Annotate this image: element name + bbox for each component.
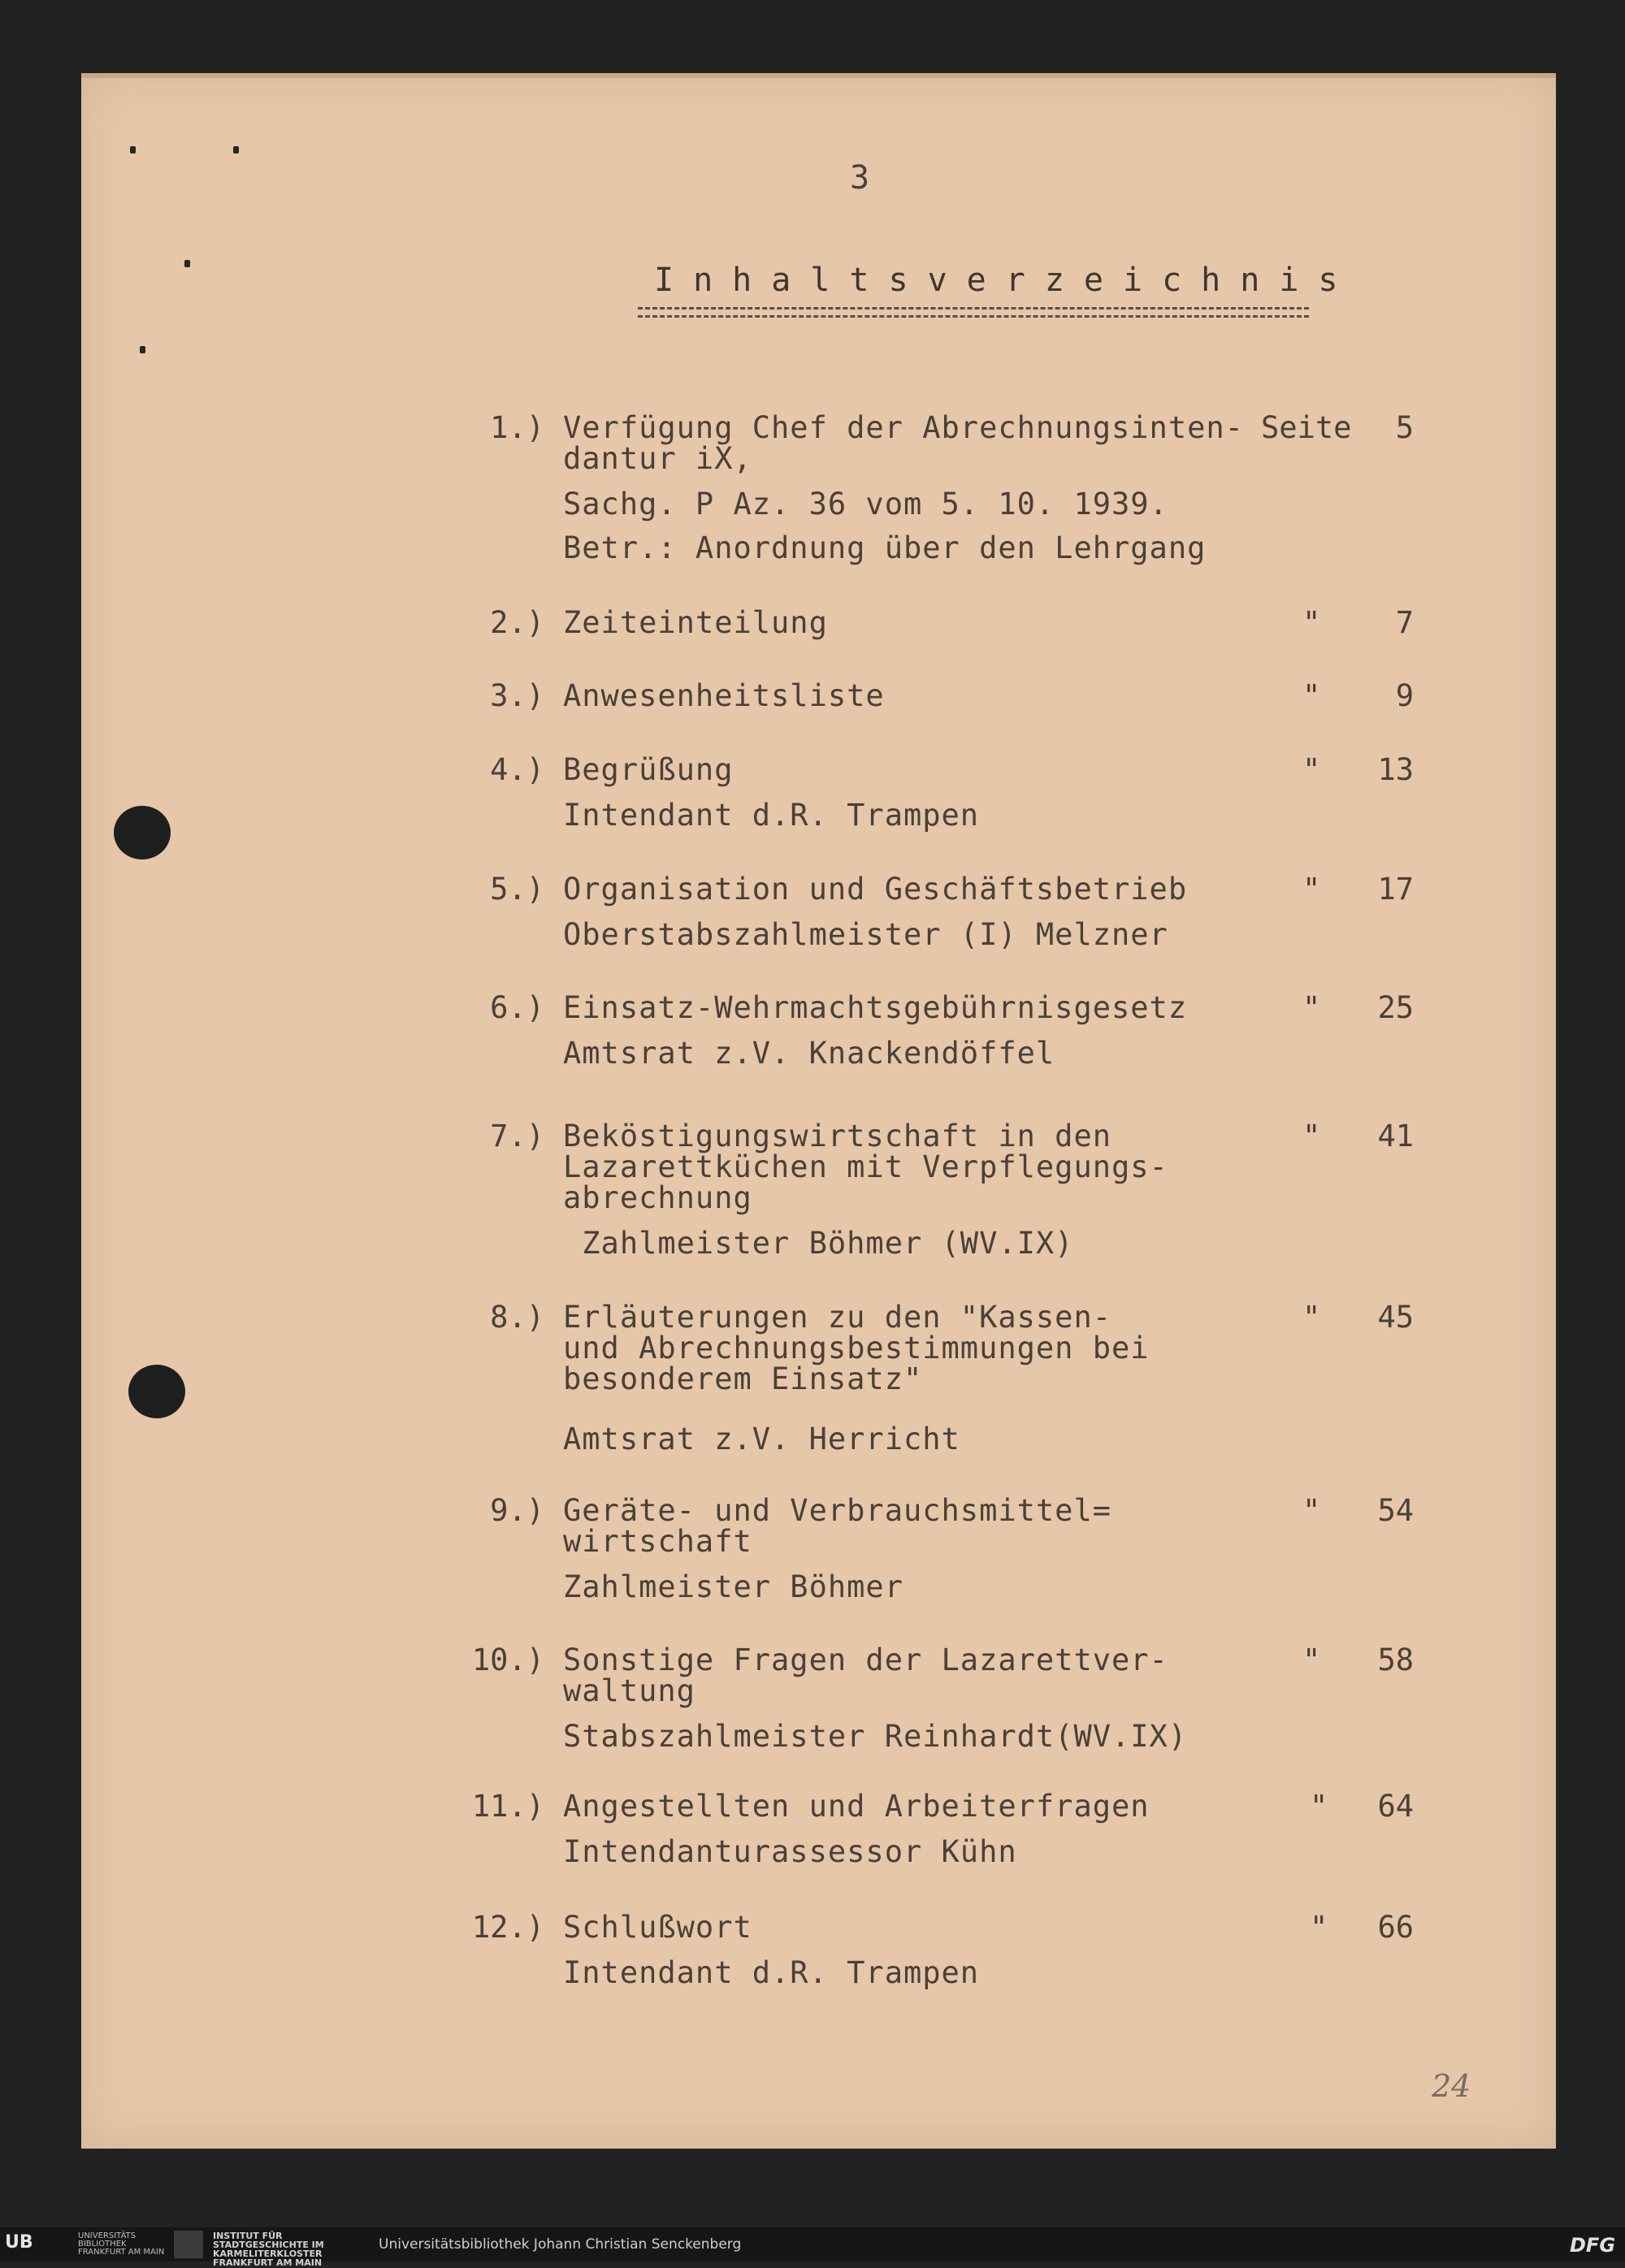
entry-page-number: 7 [1395,605,1414,640]
footer-bar [0,2227,1625,2268]
entry-page-number: 64 [1377,1789,1414,1824]
paper-speck [233,146,239,154]
entry-title-line: Anwesenheitsliste [563,678,885,713]
entry-number: 11.) [471,1789,544,1824]
entry-page-number: 9 [1395,678,1414,713]
entry-number: 8.) [490,1300,544,1335]
entry-page-mark: " [1302,1493,1321,1528]
institute-logo-text: INSTITUT FÜR STADTGESCHICHTE IM KARMELITERKLOSTER FRANKFURT AM MAIN [213,2231,324,2268]
entry-title-line: besonderem Einsatz" [563,1361,923,1396]
handwritten-folio-number: 24 [1432,2068,1471,2104]
entry-page-number: 25 [1377,990,1414,1025]
entry-page-number: 45 [1377,1300,1414,1335]
entry-title-line: Verfügung Chef der Abrechnungsinten- [563,410,1244,445]
entry-detail-line: Amtsrat z.V. Herricht [563,1422,960,1456]
entry-page-mark: " [1310,1789,1328,1824]
institute-logo-icon [174,2231,203,2258]
page-number: 3 [850,159,870,197]
paper-speck [140,346,145,353]
entry-number: 3.) [490,678,544,713]
entry-detail-line: Zahlmeister Böhmer (WV.IX) [563,1226,1074,1261]
entry-number: 7.) [490,1119,544,1153]
entry-title-line: Sonstige Fragen der Lazarettver- [563,1643,1168,1677]
entry-detail-line: Zahlmeister Böhmer [563,1569,904,1604]
entry-detail-line: Oberstabszahlmeister (I) Melzner [563,917,1168,952]
entry-title-line: Beköstigungswirtschaft in den [563,1119,1112,1153]
entry-title-line: Lazarettküchen mit Verpflegungs- [563,1149,1168,1184]
library-name: Universitätsbibliothek Johann Christian Senckenberg [379,2236,742,2253]
entry-page-number: 58 [1377,1643,1414,1677]
entry-page-number: 17 [1377,872,1414,907]
entry-page-mark: " [1302,1643,1321,1677]
entry-title-line: wirtschaft [563,1524,752,1559]
entry-title-line: Einsatz-Wehrmachtsgebührnisgesetz [563,990,1188,1025]
title-underline [638,307,1309,318]
entry-detail-line: Betr.: Anordnung über den Lehrgang [563,530,1207,565]
entry-number: 9.) [490,1493,544,1528]
dfg-logo: DFG [1570,2234,1616,2257]
paper-top-edge [81,73,1556,78]
entry-page-mark: " [1302,872,1321,907]
entry-number: 12.) [471,1910,544,1945]
entry-number: 5.) [490,872,544,907]
entry-page-mark: Seite [1261,410,1352,445]
entry-page-number: 54 [1377,1493,1414,1528]
entry-title-line: Erläuterungen zu den "Kassen- [563,1300,1112,1335]
entry-title-line: dantur iX, [563,441,752,476]
ub-logo: UB [5,2232,33,2253]
entry-page-mark: " [1310,1910,1328,1945]
entry-title-line: waltung [563,1673,696,1708]
entry-page-mark: " [1302,990,1321,1025]
entry-title-line: Geräte- und Verbrauchsmittel= [563,1493,1112,1528]
entry-number: 1.) [490,410,544,445]
entry-title-line: Zeiteinteilung [563,605,828,640]
ub-logo-text: UNIVERSITÄTS BIBLIOTHEK FRANKFURT AM MAIN [78,2231,165,2257]
entry-detail-line: Intendant d.R. Trampen [563,798,980,833]
entry-page-mark: " [1302,678,1321,713]
entry-number: 2.) [490,605,544,640]
entry-detail-line: Intendanturassessor Kühn [563,1834,1017,1869]
entry-title-line: Angestellten und Arbeiterfragen [563,1789,1150,1824]
entry-page-number: 13 [1377,752,1414,787]
entry-page-mark: " [1302,605,1321,640]
entry-title-line: Organisation und Geschäftsbetrieb [563,872,1188,907]
punch-hole-bottom [128,1365,185,1418]
entry-page-number: 66 [1377,1910,1414,1945]
entry-page-mark: " [1302,1119,1321,1153]
entry-page-mark: " [1302,1300,1321,1335]
entry-detail-line: Sachg. P Az. 36 vom 5. 10. 1939. [563,487,1168,522]
entry-title-line: und Abrechnungsbestimmungen bei [563,1331,1150,1366]
entry-title-line: abrechnung [563,1180,752,1215]
paper-speck [184,260,190,267]
entry-page-mark: " [1302,752,1321,787]
entry-page-number: 5 [1395,410,1414,445]
entry-number: 4.) [490,752,544,787]
entry-title-line: Begrüßung [563,752,734,787]
entry-number: 10.) [471,1643,544,1677]
entry-title-line: Schlußwort [563,1910,752,1945]
punch-hole-top [114,806,171,859]
page-title: Inhaltsverzeichnis [654,262,1358,299]
entry-detail-line: Intendant d.R. Trampen [563,1955,980,1990]
entry-detail-line: Stabszahlmeister Reinhardt(WV.IX) [563,1719,1188,1754]
entry-number: 6.) [490,990,544,1025]
entry-detail-line: Amtsrat z.V. Knackendöffel [563,1036,1055,1071]
paper-speck [130,146,136,154]
entry-page-number: 41 [1377,1119,1414,1153]
